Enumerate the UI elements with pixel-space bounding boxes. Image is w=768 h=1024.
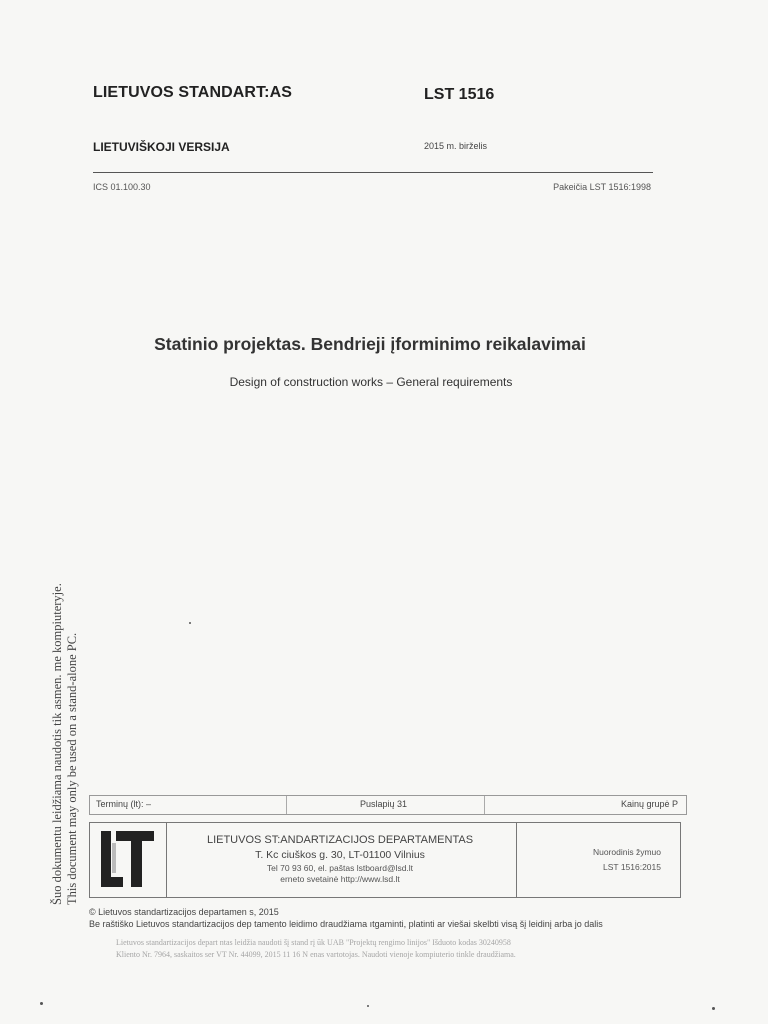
standard-code: LST 1516 [424,86,495,103]
scan-speck [712,1007,715,1010]
scan-speck [367,1005,369,1007]
document-title: Statinio projektas. Bendrieji įforminimo reikalavimai [154,334,586,354]
department-box [89,822,681,898]
price-group-field: Kainų grupė P [620,799,678,809]
info-divider [286,796,287,814]
department-name: LIETUVOS ST:ANDARTIZACIJOS DEPARTAMENTAS [206,834,474,846]
reference-cell [516,823,681,897]
info-bar [89,795,687,815]
department-website: ernetо svetainė http://www.lsd.lt [280,874,400,884]
license-side-note [50,583,80,905]
document-subtitle: Design of construction works – General requirements [229,375,513,389]
copyright-restriction: Be raštiško Lietuvos standartizacijos dep tamento leidimo draudžiama ıtgaminti, platinti ar viešai skelbti visą šį leidinį arba jo dalis [89,919,603,929]
ics-code: ICS 01.100.30 [93,182,151,192]
page-count-field: Puslapių 31 [360,799,408,809]
lt-logo-icon [98,829,156,891]
license-stamp-line-1: Lietuvos standartizacijos depart ntas leidžia naudoti šį stand rį ūk UAB "Projektų rengimo linijos" Išduoto kodas 30240958 [116,938,511,947]
scan-speck [189,622,191,624]
license-note-lt: Šuo dokumentu leidžiama naudotis tik asmen. me kompiuteryje. [50,583,64,905]
license-note-en: This document may only be used on a stand-alone PC. [65,632,79,905]
lt-logo-cell [90,823,167,897]
license-stamp-line-2: Kliento Nr. 7964, saskaitos ser VT Nr. 44099, 2015 11 16 N enas vartotojas. Naudoti vienoje kompiuterio tinkle draudžiama. [116,950,516,959]
terms-field: Terminų (lt): – [96,799,152,809]
department-address: T. Kc ciuškos g. 30, LT-01100 Vilnius [255,849,425,861]
reference-label: Nuorodinis žymuo [592,847,661,857]
copyright-line: © Lietuvos standartizacijos departamen s, 2015 [89,907,279,917]
info-divider [484,796,485,814]
standard-title: LIETUVOS STANDART:AS [93,84,293,101]
scan-speck [40,1002,43,1005]
version-label: LIETUVIŠKOJI VERSIJA [93,140,230,154]
reference-code: LST 1516:2015 [603,862,661,872]
publication-date: 2015 m. birželis [424,141,488,151]
header-divider [93,172,653,173]
replaces-note: Pakeičia LST 1516:1998 [553,182,651,192]
department-contact: Tel 70 93 60, el. paštas lstboard@lsd.lt [266,863,414,873]
